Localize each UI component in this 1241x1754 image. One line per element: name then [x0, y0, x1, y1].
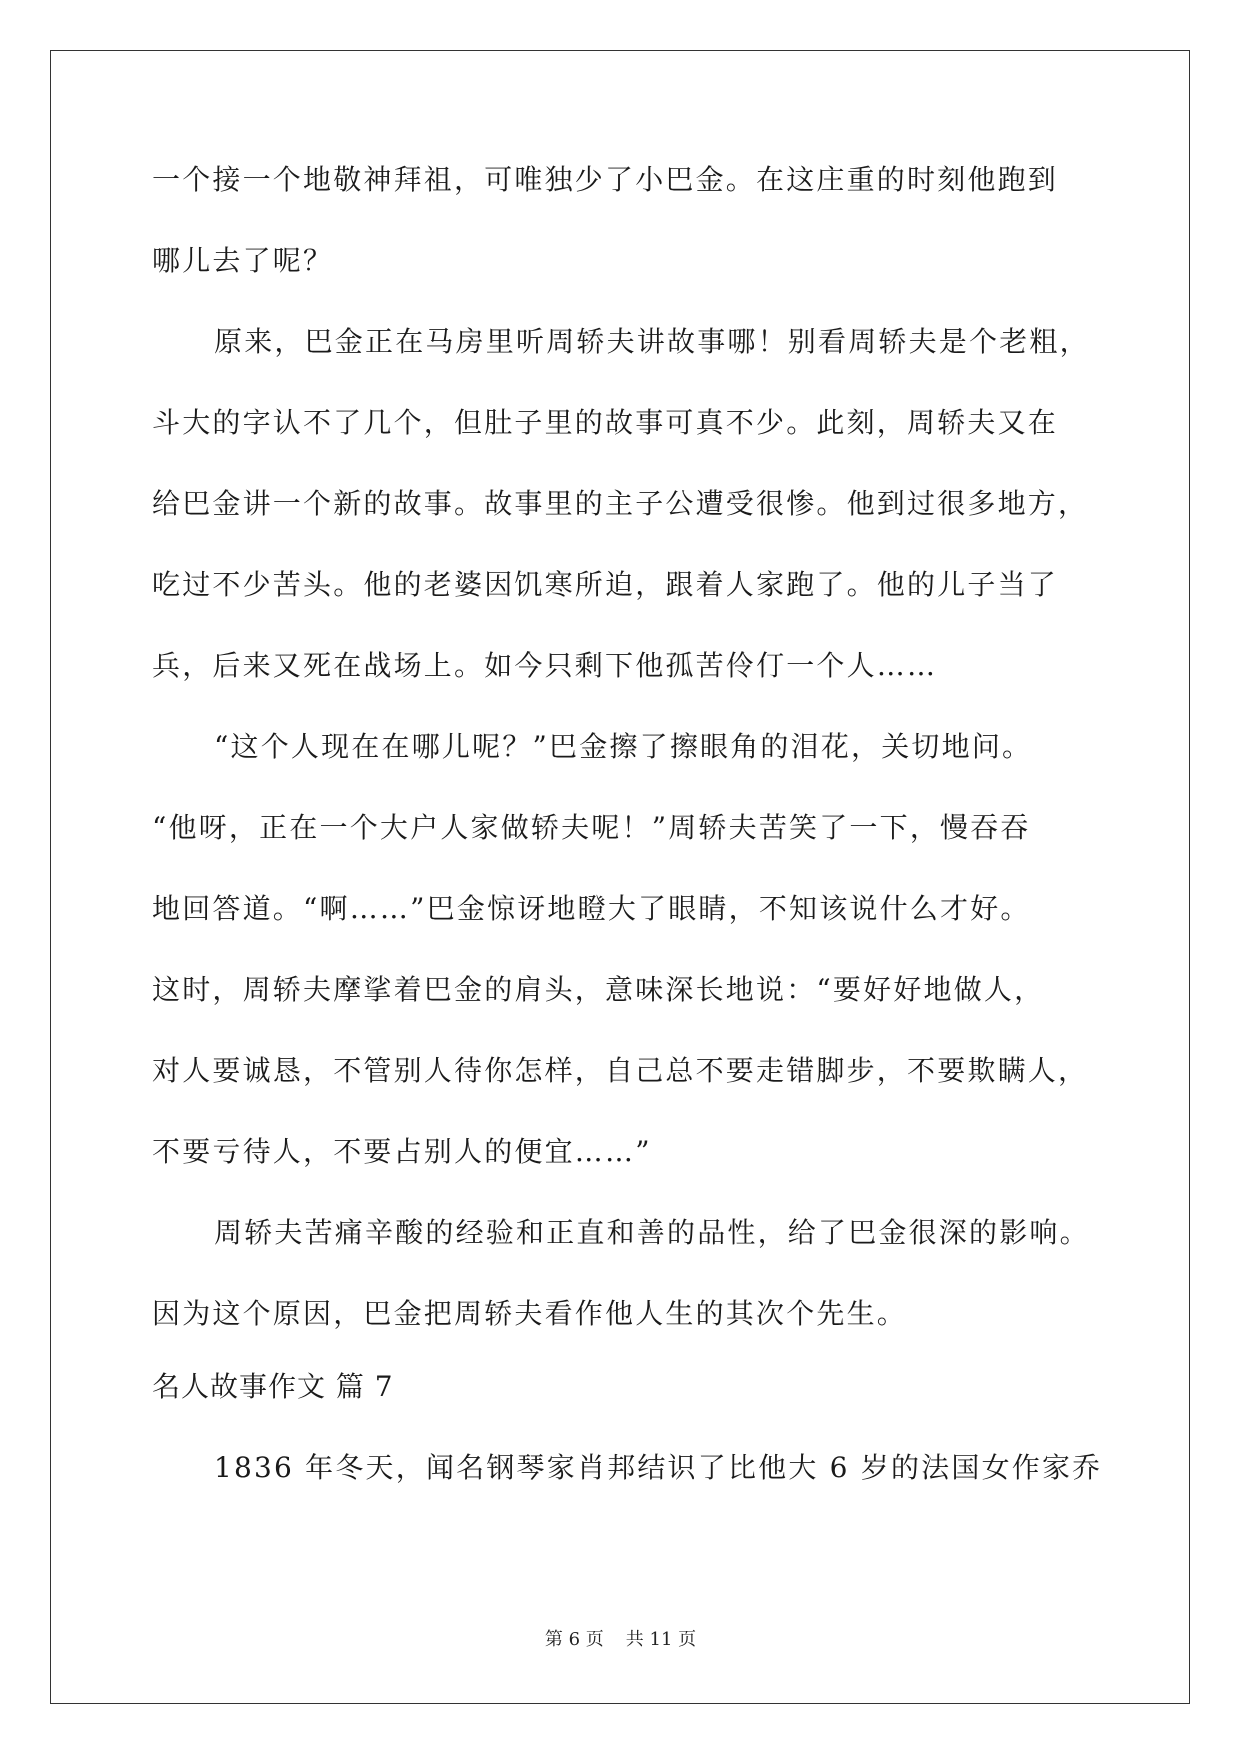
- text-line: 地回答道。“啊……”巴金惊讶地瞪大了眼睛，不知该说什么才好。: [152, 892, 1031, 925]
- page-total: 共 11 页: [625, 1629, 697, 1650]
- paragraph-start: 1836 年冬天，闻名钢琴家肖邦结识了比他大 6 岁的法国女作家乔: [214, 1451, 1103, 1484]
- paragraph-start: 原来，巴金正在马房里听周轿夫讲故事哪！别看周轿夫是个老粗，: [214, 325, 1090, 358]
- paragraph-start: 周轿夫苦痛辛酸的经验和正直和善的品性，给了巴金很深的影响。: [214, 1216, 1090, 1249]
- text-line: 给巴金讲一个新的故事。故事里的主子公遭受很惨。他到过很多地方，: [152, 487, 1089, 520]
- text-line: 这时，周轿夫摩挲着巴金的肩头，意味深长地说：“要好好地做人，: [152, 973, 1045, 1006]
- text-line: 不要亏待人，不要占别人的便宜……”: [152, 1135, 652, 1168]
- text-line: 对人要诚恳，不管别人待你怎样，自己总不要走错脚步，不要欺瞒人，: [152, 1054, 1089, 1087]
- section-heading: 名人故事作文 篇 7: [152, 1370, 394, 1403]
- text-line: 哪儿去了呢？: [152, 244, 334, 277]
- text-line: “他呀，正在一个大户人家做轿夫呢！”周轿夫苦笑了一下，慢吞吞: [152, 811, 1031, 844]
- text-line: 一个接一个地敬神拜祖，可唯独少了小巴金。在这庄重的时刻他跑到: [152, 163, 1059, 196]
- text-line: 因为这个原因，巴金把周轿夫看作他人生的其次个先生。: [152, 1297, 908, 1330]
- paragraph-start: “这个人现在在哪儿呢？”巴金擦了擦眼角的泪花，关切地问。: [214, 730, 1033, 763]
- text-line: 吃过不少苦头。他的老婆因饥寒所迫，跟着人家跑了。他的儿子当了: [152, 568, 1059, 601]
- page-footer: [0, 1628, 1241, 1652]
- page-number: 第 6 页: [544, 1629, 604, 1650]
- text-line: 斗大的字认不了几个，但肚子里的故事可真不少。此刻，周轿夫又在: [152, 406, 1059, 439]
- text-line: 兵，后来又死在战场上。如今只剩下他孤苦伶仃一个人……: [152, 649, 938, 682]
